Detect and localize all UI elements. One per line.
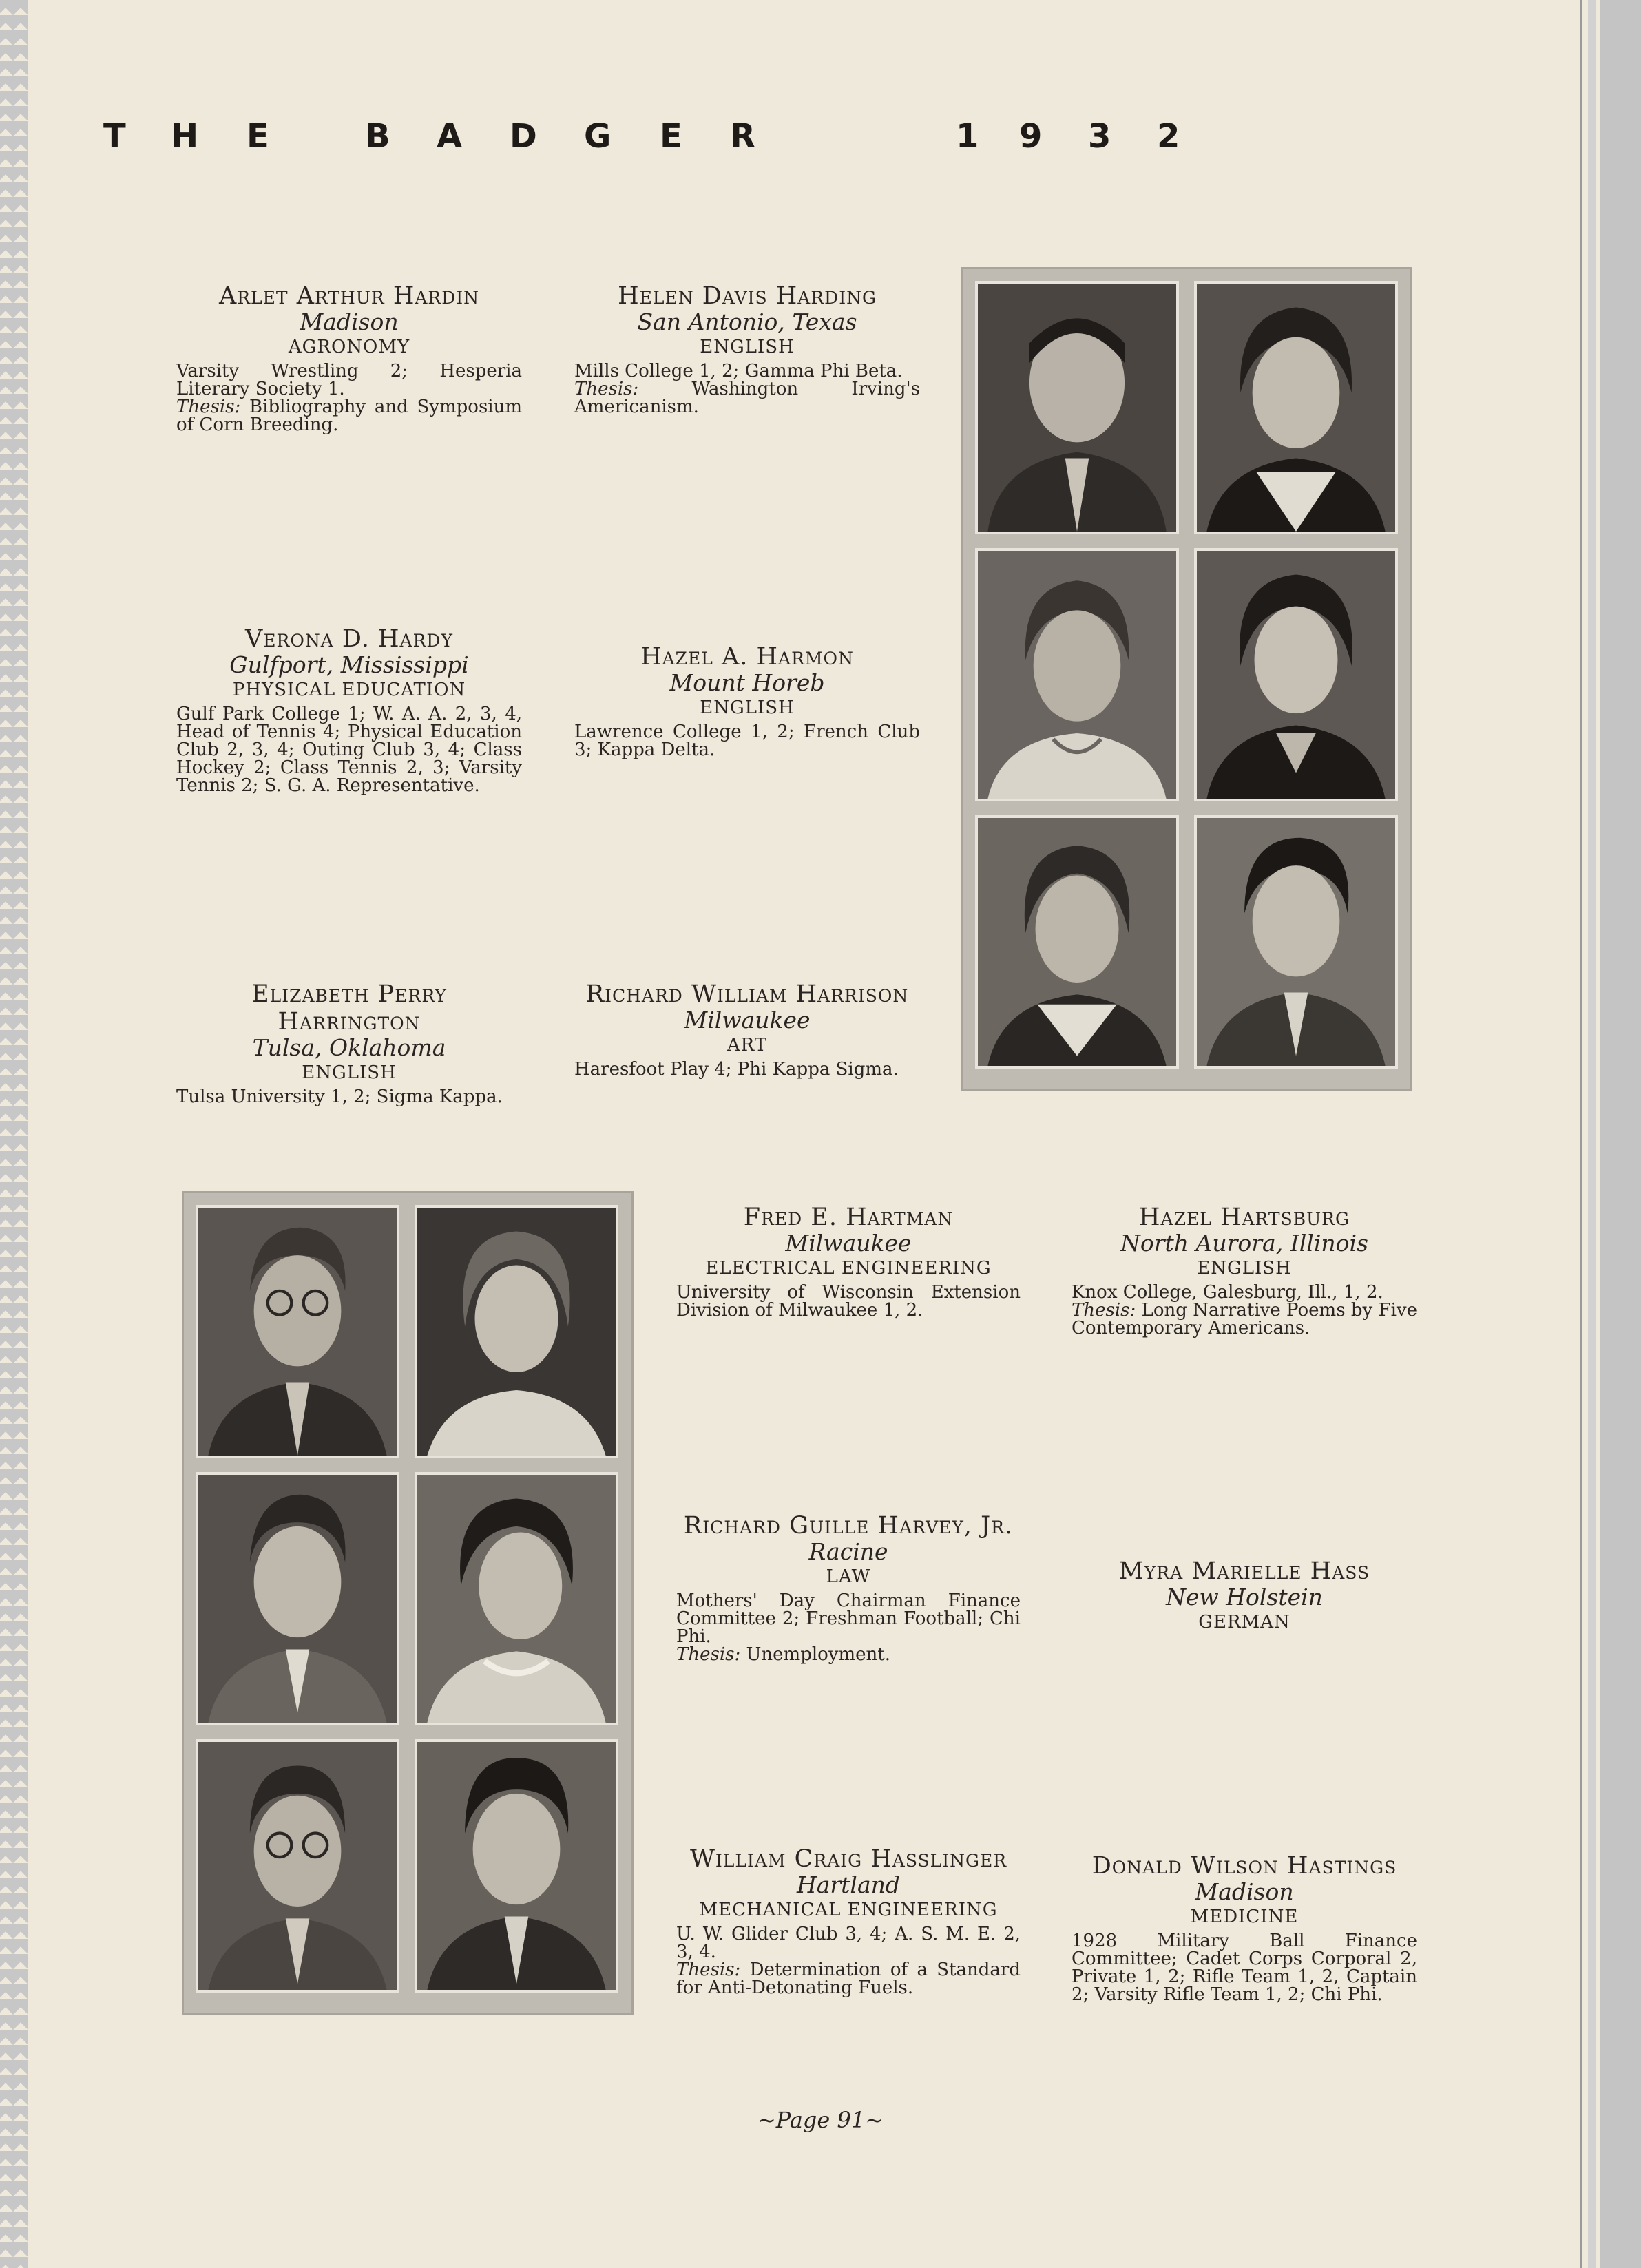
portrait-photo bbox=[196, 1472, 399, 1725]
student-entry bbox=[176, 980, 522, 1106]
student-name: Myra Marielle Hass bbox=[1118, 1557, 1370, 1585]
portrait-photo bbox=[1194, 281, 1398, 534]
student-activities: 1928 Military Ball Finance Committee; Cadet Corps Corporal 2, Private 1, 2; Rifle Team 1, 2, Captain 2; Varsity Rifle Team 1, 2; Chi Phi. bbox=[1072, 1931, 1417, 2005]
thesis-label: Thesis: bbox=[1072, 1300, 1136, 1321]
portrait-photo bbox=[975, 815, 1179, 1069]
decorative-left-border bbox=[0, 0, 28, 2268]
decorative-right-border bbox=[1576, 0, 1641, 2268]
masthead-letter: E bbox=[247, 117, 269, 156]
portrait-photo bbox=[415, 1205, 618, 1458]
student-entry bbox=[676, 1845, 1021, 1997]
student-major: ELECTRICAL ENGINEERING bbox=[705, 1258, 992, 1279]
student-entry bbox=[1072, 1204, 1417, 1337]
student-entry bbox=[574, 643, 920, 759]
student-entry bbox=[1072, 1557, 1417, 1635]
student-entry bbox=[176, 625, 522, 795]
student-activities: Knox College, Galesburg, Ill., 1, 2. bbox=[1072, 1282, 1383, 1303]
student-hometown: Milwaukee bbox=[684, 1007, 811, 1033]
student-major: MECHANICAL ENGINEERING bbox=[699, 1900, 998, 1920]
thesis-title: Washington Irving's Americanism. bbox=[574, 379, 921, 417]
student-hometown: San Antonio, Texas bbox=[637, 308, 857, 335]
masthead-year-digit: 1 bbox=[956, 117, 979, 156]
masthead-letter: D bbox=[510, 117, 537, 156]
thesis-label: Thesis: bbox=[176, 397, 241, 417]
student-major: ENGLISH bbox=[700, 337, 795, 357]
student-activities: Haresfoot Play 4; Phi Kappa Sigma. bbox=[574, 1059, 899, 1080]
thesis-title: Long Narrative Poems by Five Contemporary Americans. bbox=[1072, 1300, 1417, 1338]
student-major: MEDICINE bbox=[1190, 1907, 1299, 1927]
student-activities: Mills College 1, 2; Gamma Phi Beta. bbox=[574, 361, 903, 381]
student-major: PHYSICAL EDUCATION bbox=[232, 680, 466, 700]
portrait-photo bbox=[1194, 548, 1398, 801]
student-major: LAW bbox=[826, 1566, 871, 1587]
student-name: Elizabeth Perry Harrington bbox=[251, 980, 447, 1036]
student-entry bbox=[574, 282, 920, 416]
student-major: AGRONOMY bbox=[288, 337, 410, 357]
portrait-photo bbox=[1194, 815, 1398, 1069]
masthead-letter: A bbox=[437, 117, 463, 156]
student-thesis bbox=[1072, 1301, 1417, 1337]
student-hometown: Madison bbox=[1195, 1878, 1294, 1905]
portrait-photo bbox=[196, 1205, 399, 1458]
student-entry bbox=[676, 1204, 1021, 1319]
student-entry bbox=[676, 1512, 1021, 1663]
student-name: Helen Davis Harding bbox=[618, 282, 877, 310]
student-major: ENGLISH bbox=[1197, 1258, 1292, 1279]
student-name: Donald Wilson Hastings bbox=[1091, 1852, 1397, 1880]
student-hometown: Milwaukee bbox=[785, 1230, 912, 1257]
student-name: Hazel A. Harmon bbox=[640, 643, 854, 671]
portrait-photo bbox=[415, 1472, 618, 1725]
student-activities: Gulf Park College 1; W. A. A. 2, 3, 4, Head of Tennis 4; Physical Education Club 2, 3, 4; Outing Club 3, 4; Class Hockey 2; Class Tennis 2, 3; Varsity Tennis 2; S. G. A. Representative. bbox=[176, 704, 522, 796]
student-entry bbox=[1072, 1852, 1417, 2004]
portrait-photo bbox=[975, 281, 1179, 534]
masthead-letter: T bbox=[103, 117, 126, 156]
student-activities: Tulsa University 1, 2; Sigma Kappa. bbox=[176, 1086, 503, 1107]
thesis-title: Determination of a Standard for Anti-Detonating Fuels. bbox=[676, 1960, 1021, 1998]
student-name: Verona D. Hardy bbox=[245, 625, 453, 653]
student-hometown: Hartland bbox=[796, 1871, 901, 1898]
thesis-label: Thesis: bbox=[676, 1644, 741, 1665]
student-thesis bbox=[176, 398, 522, 434]
student-name: William Craig Hasslinger bbox=[689, 1845, 1007, 1873]
masthead-letter: H bbox=[171, 117, 199, 156]
masthead-year-digit: 3 bbox=[1088, 117, 1111, 156]
student-major: ENGLISH bbox=[302, 1062, 397, 1083]
student-hometown: New Holstein bbox=[1166, 1584, 1323, 1610]
student-hometown: North Aurora, Illinois bbox=[1120, 1230, 1368, 1257]
portrait-photo bbox=[975, 548, 1179, 801]
student-thesis bbox=[676, 1961, 1021, 1997]
masthead-letter: G bbox=[584, 117, 612, 156]
thesis-title: Bibliography and Symposium of Corn Breeding. bbox=[176, 397, 523, 435]
student-hometown: Mount Horeb bbox=[669, 669, 825, 696]
student-name: Richard William Harrison bbox=[585, 980, 909, 1008]
student-name: Fred E. Hartman bbox=[743, 1204, 954, 1231]
student-name: Arlet Arthur Hardin bbox=[218, 282, 480, 310]
student-hometown: Gulfport, Mississippi bbox=[229, 651, 469, 678]
student-hometown: Madison bbox=[300, 308, 399, 335]
masthead-letter: E bbox=[660, 117, 682, 156]
thesis-title: Unemployment. bbox=[746, 1644, 890, 1665]
photo-panel-bottom bbox=[182, 1191, 634, 2015]
page-number: ~Page 91~ bbox=[757, 2107, 884, 2133]
photo-panel-top bbox=[961, 267, 1412, 1091]
student-activities: Lawrence College 1, 2; French Club 3; Kappa Delta. bbox=[574, 722, 920, 760]
student-thesis bbox=[676, 1646, 1021, 1663]
masthead-letter: B bbox=[365, 117, 390, 156]
student-name: Hazel Hartsburg bbox=[1139, 1204, 1350, 1231]
masthead-year-digit: 2 bbox=[1157, 117, 1180, 156]
student-thesis bbox=[574, 380, 920, 416]
thesis-label: Thesis: bbox=[574, 379, 639, 399]
student-name: Richard Guille Harvey, Jr. bbox=[683, 1512, 1014, 1540]
student-activities: U. W. Glider Club 3, 4; A. S. M. E. 2, 3, 4. bbox=[676, 1924, 1021, 1962]
portrait-photo bbox=[196, 1739, 399, 1993]
student-major: ART bbox=[727, 1035, 768, 1056]
portrait-photo bbox=[415, 1739, 618, 1993]
student-activities: Mothers' Day Chairman Finance Committee 2; Freshman Football; Chi Phi. bbox=[676, 1590, 1021, 1647]
student-major: GERMAN bbox=[1198, 1612, 1290, 1632]
student-hometown: Racine bbox=[808, 1538, 888, 1565]
thesis-label: Thesis: bbox=[676, 1960, 741, 1980]
student-activities: Varsity Wrestling 2; Hesperia Literary Society 1. bbox=[176, 361, 522, 399]
masthead-year-digit: 9 bbox=[1019, 117, 1043, 156]
student-activities: University of Wisconsin Extension Division of Milwaukee 1, 2. bbox=[676, 1282, 1021, 1321]
student-hometown: Tulsa, Oklahoma bbox=[252, 1034, 446, 1061]
student-major: ENGLISH bbox=[700, 697, 795, 718]
student-entry bbox=[574, 980, 920, 1078]
student-entry bbox=[176, 282, 522, 434]
masthead-letter: R bbox=[730, 117, 755, 156]
